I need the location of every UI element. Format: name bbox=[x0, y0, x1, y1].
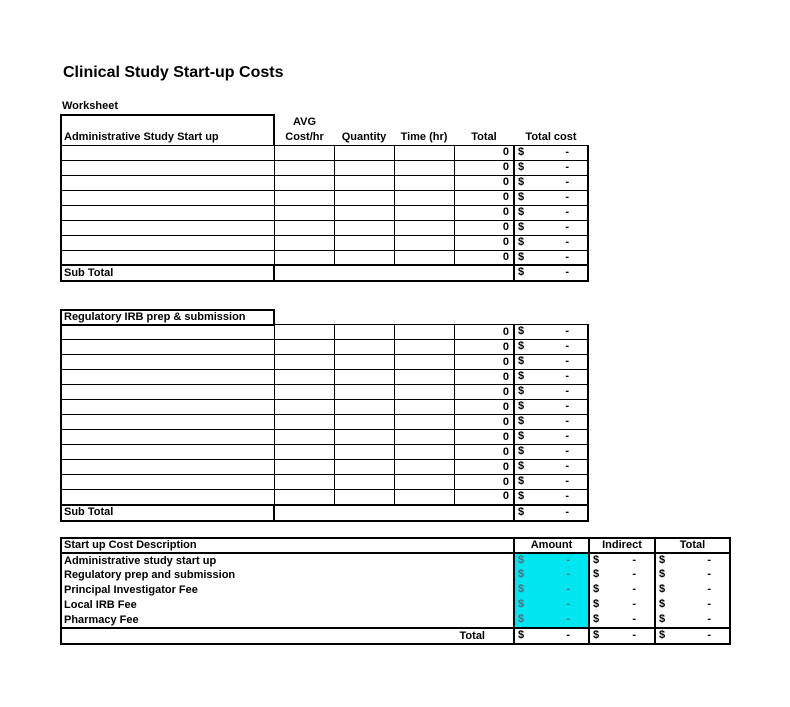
currency-symbol: $ bbox=[518, 205, 525, 218]
row-total-cell: 0 bbox=[454, 475, 514, 490]
amount-cell[interactable] bbox=[514, 460, 588, 475]
amount-cell[interactable] bbox=[589, 568, 655, 583]
input-cell[interactable] bbox=[274, 490, 334, 505]
input-cell[interactable] bbox=[394, 355, 454, 370]
currency-symbol: $ bbox=[518, 554, 525, 566]
currency-symbol: $ bbox=[518, 385, 525, 397]
input-cell[interactable] bbox=[61, 190, 274, 205]
dash-value: - bbox=[565, 415, 569, 427]
currency-symbol: $ bbox=[518, 598, 525, 610]
quantity-header: Quantity bbox=[341, 130, 387, 143]
input-cell[interactable] bbox=[334, 490, 394, 505]
amount-cell[interactable] bbox=[589, 553, 655, 568]
dash-value: - bbox=[565, 235, 569, 248]
admin-section-header: Administrative Study Start up bbox=[61, 130, 274, 145]
input-cell[interactable] bbox=[274, 220, 334, 235]
amount-cell[interactable] bbox=[514, 370, 588, 385]
table-row bbox=[61, 325, 588, 340]
amount-cell[interactable] bbox=[514, 415, 588, 430]
total-cost-header: Total cost bbox=[525, 130, 577, 143]
amount-cell[interactable] bbox=[514, 250, 588, 265]
table-row bbox=[61, 445, 588, 460]
summary-row-label: Principal Investigator Fee bbox=[61, 583, 514, 598]
amount-cell[interactable] bbox=[655, 583, 730, 598]
dash-value: - bbox=[707, 554, 711, 566]
table-row bbox=[61, 205, 588, 220]
dash-value: - bbox=[632, 568, 636, 580]
input-cell[interactable] bbox=[394, 340, 454, 355]
table-row bbox=[61, 250, 588, 265]
amount-cell[interactable] bbox=[514, 175, 588, 190]
dash-value: - bbox=[632, 554, 636, 566]
input-cell[interactable] bbox=[274, 445, 334, 460]
dash-value: - bbox=[566, 568, 570, 580]
row-total-cell: 0 bbox=[454, 490, 514, 505]
input-cell[interactable] bbox=[274, 475, 334, 490]
table-row bbox=[61, 415, 588, 430]
amount-cell[interactable] bbox=[655, 553, 730, 568]
amount-cell[interactable] bbox=[514, 400, 588, 415]
input-cell[interactable] bbox=[394, 160, 454, 175]
input-cell[interactable] bbox=[334, 220, 394, 235]
dash-value: - bbox=[565, 475, 569, 487]
input-cell[interactable] bbox=[394, 145, 454, 160]
table-row bbox=[61, 490, 588, 505]
input-cell[interactable] bbox=[394, 445, 454, 460]
amount-cell[interactable] bbox=[514, 145, 588, 160]
input-cell[interactable] bbox=[274, 160, 334, 175]
dash-value: - bbox=[565, 505, 569, 518]
amount-cell[interactable] bbox=[514, 190, 588, 205]
amount-cell[interactable] bbox=[514, 598, 589, 613]
dash-value: - bbox=[565, 340, 569, 352]
time-header: Time (hr) bbox=[400, 130, 448, 143]
input-cell[interactable] bbox=[61, 160, 274, 175]
input-cell[interactable] bbox=[334, 475, 394, 490]
currency-symbol: $ bbox=[518, 430, 525, 442]
amount-cell[interactable] bbox=[514, 568, 589, 583]
input-cell[interactable] bbox=[394, 475, 454, 490]
amount-cell[interactable] bbox=[514, 583, 589, 598]
dash-value: - bbox=[565, 190, 569, 203]
amount-cell[interactable] bbox=[514, 235, 588, 250]
dash-value: - bbox=[707, 568, 711, 580]
amount-cell[interactable] bbox=[514, 340, 588, 355]
input-cell[interactable] bbox=[274, 340, 334, 355]
dash-value: - bbox=[632, 598, 636, 610]
row-total-cell: 0 bbox=[454, 430, 514, 445]
dash-value: - bbox=[566, 629, 570, 641]
table-row bbox=[61, 175, 588, 190]
amount-cell[interactable] bbox=[589, 583, 655, 598]
input-cell[interactable] bbox=[334, 235, 394, 250]
input-cell[interactable] bbox=[394, 400, 454, 415]
table-row bbox=[61, 145, 588, 160]
input-cell[interactable] bbox=[61, 235, 274, 250]
input-cell[interactable] bbox=[394, 205, 454, 220]
subtotal-label: Sub Total bbox=[61, 265, 274, 281]
currency-symbol: $ bbox=[659, 629, 666, 641]
input-cell[interactable] bbox=[61, 385, 274, 400]
dash-value: - bbox=[566, 598, 570, 610]
dash-value: - bbox=[632, 629, 636, 641]
row-total-cell: 0 bbox=[454, 235, 514, 250]
input-cell[interactable] bbox=[61, 205, 274, 220]
amount-cell[interactable] bbox=[514, 505, 588, 521]
regulatory-section-header: Regulatory IRB prep & submission bbox=[61, 310, 274, 325]
currency-symbol: $ bbox=[593, 598, 600, 610]
currency-symbol: $ bbox=[518, 400, 525, 412]
table-row bbox=[61, 400, 588, 415]
dash-value: - bbox=[565, 160, 569, 173]
input-cell[interactable] bbox=[334, 250, 394, 265]
avg-header-line2: Cost/hr bbox=[285, 130, 324, 143]
input-cell[interactable] bbox=[334, 340, 394, 355]
input-cell[interactable] bbox=[274, 325, 334, 340]
input-cell[interactable] bbox=[394, 490, 454, 505]
amount-cell[interactable] bbox=[514, 613, 589, 628]
input-cell[interactable] bbox=[334, 460, 394, 475]
currency-symbol: $ bbox=[518, 355, 525, 367]
input-cell[interactable] bbox=[274, 205, 334, 220]
currency-symbol: $ bbox=[659, 613, 666, 625]
summary-row-label: Regulatory prep and submission bbox=[61, 568, 514, 583]
input-cell[interactable] bbox=[334, 370, 394, 385]
input-cell[interactable] bbox=[274, 355, 334, 370]
input-cell[interactable] bbox=[61, 430, 274, 445]
row-total-cell: 0 bbox=[454, 205, 514, 220]
input-cell[interactable] bbox=[274, 250, 334, 265]
summary-total-label: Total bbox=[61, 628, 514, 644]
summary-desc-header: Start up Cost Description bbox=[61, 538, 514, 553]
table-row bbox=[61, 430, 588, 445]
input-cell[interactable] bbox=[61, 145, 274, 160]
input-cell[interactable] bbox=[61, 445, 274, 460]
input-cell[interactable] bbox=[394, 220, 454, 235]
input-cell[interactable] bbox=[61, 175, 274, 190]
input-cell[interactable] bbox=[334, 415, 394, 430]
dash-value: - bbox=[565, 370, 569, 382]
amount-cell[interactable] bbox=[514, 220, 588, 235]
dash-value: - bbox=[565, 220, 569, 233]
currency-symbol: $ bbox=[518, 325, 525, 337]
currency-symbol: $ bbox=[518, 266, 525, 278]
currency-symbol: $ bbox=[518, 235, 525, 248]
currency-symbol: $ bbox=[593, 629, 600, 641]
currency-symbol: $ bbox=[659, 554, 666, 566]
summary-row-label: Local IRB Fee bbox=[61, 598, 514, 613]
input-cell[interactable] bbox=[274, 190, 334, 205]
table-row bbox=[61, 190, 588, 205]
summary-table bbox=[60, 537, 731, 645]
input-cell[interactable] bbox=[61, 250, 274, 265]
table-row bbox=[61, 460, 588, 475]
page-title: Clinical Study Start-up Costs bbox=[63, 64, 284, 81]
summary-row bbox=[61, 568, 730, 583]
summary-total-header: Total bbox=[655, 538, 730, 553]
row-total-cell: 0 bbox=[454, 385, 514, 400]
dash-value: - bbox=[707, 583, 711, 595]
total-header: Total bbox=[471, 130, 497, 143]
row-total-cell: 0 bbox=[454, 340, 514, 355]
currency-symbol: $ bbox=[518, 190, 525, 203]
input-cell[interactable] bbox=[61, 370, 274, 385]
dash-value: - bbox=[565, 490, 569, 502]
summary-amount-header: Amount bbox=[514, 538, 589, 553]
input-cell[interactable] bbox=[334, 205, 394, 220]
input-cell[interactable] bbox=[274, 430, 334, 445]
table-row bbox=[61, 235, 588, 250]
currency-symbol: $ bbox=[518, 445, 525, 457]
dash-value: - bbox=[566, 583, 570, 595]
amount-cell[interactable] bbox=[514, 385, 588, 400]
dash-value: - bbox=[565, 205, 569, 218]
input-cell[interactable] bbox=[334, 445, 394, 460]
currency-symbol: $ bbox=[518, 583, 525, 595]
table-row bbox=[61, 370, 588, 385]
input-cell[interactable] bbox=[61, 340, 274, 355]
amount-cell[interactable] bbox=[655, 568, 730, 583]
amount-cell[interactable] bbox=[514, 430, 588, 445]
dash-value: - bbox=[565, 430, 569, 442]
input-cell[interactable] bbox=[334, 160, 394, 175]
currency-symbol: $ bbox=[593, 613, 600, 625]
input-cell[interactable] bbox=[61, 490, 274, 505]
amount-cell[interactable] bbox=[514, 355, 588, 370]
summary-indirect-header: Indirect bbox=[589, 538, 655, 553]
amount-cell[interactable] bbox=[589, 613, 655, 628]
input-cell[interactable] bbox=[334, 385, 394, 400]
table-row bbox=[61, 475, 588, 490]
input-cell[interactable] bbox=[334, 325, 394, 340]
amount-cell[interactable] bbox=[514, 265, 588, 281]
input-cell[interactable] bbox=[394, 385, 454, 400]
row-total-cell: 0 bbox=[454, 190, 514, 205]
input-cell[interactable] bbox=[334, 355, 394, 370]
input-cell[interactable] bbox=[61, 475, 274, 490]
input-cell[interactable] bbox=[274, 385, 334, 400]
subtotal-row bbox=[61, 265, 588, 281]
row-total-cell: 0 bbox=[454, 355, 514, 370]
input-cell[interactable] bbox=[274, 415, 334, 430]
currency-symbol: $ bbox=[518, 629, 525, 641]
amount-cell[interactable] bbox=[514, 205, 588, 220]
currency-symbol: $ bbox=[518, 370, 525, 382]
input-cell[interactable] bbox=[61, 400, 274, 415]
input-cell[interactable] bbox=[394, 235, 454, 250]
row-total-cell: 0 bbox=[454, 145, 514, 160]
input-cell[interactable] bbox=[394, 325, 454, 340]
currency-symbol: $ bbox=[518, 145, 525, 158]
currency-symbol: $ bbox=[518, 175, 525, 188]
input-cell[interactable] bbox=[274, 460, 334, 475]
dash-value: - bbox=[707, 629, 711, 641]
amount-cell[interactable] bbox=[589, 628, 655, 644]
subtotal-label: Sub Total bbox=[61, 505, 274, 521]
summary-row bbox=[61, 598, 730, 613]
summary-row bbox=[61, 613, 730, 628]
input-cell[interactable] bbox=[334, 190, 394, 205]
row-total-cell: 0 bbox=[454, 220, 514, 235]
input-cell[interactable] bbox=[61, 355, 274, 370]
table-row bbox=[61, 385, 588, 400]
amount-cell[interactable] bbox=[514, 553, 589, 568]
dash-value: - bbox=[565, 460, 569, 472]
currency-symbol: $ bbox=[518, 568, 525, 580]
dash-value: - bbox=[565, 385, 569, 397]
input-cell[interactable] bbox=[61, 325, 274, 340]
subtotal-spacer bbox=[274, 505, 514, 521]
dash-value: - bbox=[565, 400, 569, 412]
table-row bbox=[61, 355, 588, 370]
input-cell[interactable] bbox=[394, 460, 454, 475]
amount-cell[interactable] bbox=[514, 445, 588, 460]
currency-symbol: $ bbox=[518, 460, 525, 472]
dash-value: - bbox=[565, 145, 569, 158]
input-cell[interactable] bbox=[394, 175, 454, 190]
currency-symbol: $ bbox=[593, 583, 600, 595]
currency-symbol: $ bbox=[659, 583, 666, 595]
currency-symbol: $ bbox=[518, 220, 525, 233]
subtotal-row bbox=[61, 505, 588, 521]
table-row bbox=[61, 340, 588, 355]
currency-symbol: $ bbox=[518, 340, 525, 352]
currency-symbol: $ bbox=[593, 568, 600, 580]
input-cell[interactable] bbox=[334, 400, 394, 415]
currency-symbol: $ bbox=[659, 568, 666, 580]
amount-cell[interactable] bbox=[655, 598, 730, 613]
dash-value: - bbox=[565, 445, 569, 457]
avg-header-line1: AVG bbox=[292, 116, 317, 128]
amount-cell[interactable] bbox=[514, 160, 588, 175]
dash-value: - bbox=[566, 613, 570, 625]
admin-startup-table bbox=[60, 114, 589, 282]
currency-symbol: $ bbox=[518, 250, 525, 263]
input-cell[interactable] bbox=[394, 415, 454, 430]
input-cell[interactable] bbox=[394, 370, 454, 385]
input-cell[interactable] bbox=[334, 175, 394, 190]
summary-row bbox=[61, 583, 730, 598]
amount-cell[interactable] bbox=[655, 628, 730, 644]
currency-symbol: $ bbox=[518, 160, 525, 173]
dash-value: - bbox=[565, 250, 569, 263]
table-row bbox=[61, 160, 588, 175]
summary-row-label: Administrative study start up bbox=[61, 553, 514, 568]
input-cell[interactable] bbox=[334, 430, 394, 445]
currency-symbol: $ bbox=[659, 598, 666, 610]
dash-value: - bbox=[565, 355, 569, 367]
input-cell[interactable] bbox=[274, 400, 334, 415]
currency-symbol: $ bbox=[518, 415, 525, 427]
worksheet-label: Worksheet bbox=[62, 100, 119, 112]
amount-cell[interactable] bbox=[589, 598, 655, 613]
currency-symbol: $ bbox=[593, 554, 600, 566]
currency-symbol: $ bbox=[518, 505, 525, 518]
row-total-cell: 0 bbox=[454, 250, 514, 265]
input-cell[interactable] bbox=[274, 235, 334, 250]
summary-row bbox=[61, 553, 730, 568]
amount-cell[interactable] bbox=[514, 475, 588, 490]
input-cell[interactable] bbox=[61, 415, 274, 430]
input-cell[interactable] bbox=[61, 460, 274, 475]
regulatory-table bbox=[60, 324, 589, 522]
input-cell[interactable] bbox=[394, 430, 454, 445]
input-cell[interactable] bbox=[274, 175, 334, 190]
input-cell[interactable] bbox=[274, 145, 334, 160]
dash-value: - bbox=[707, 598, 711, 610]
row-total-cell: 0 bbox=[454, 400, 514, 415]
summary-row-label: Pharmacy Fee bbox=[61, 613, 514, 628]
table-row bbox=[61, 220, 588, 235]
row-total-cell: 0 bbox=[454, 415, 514, 430]
row-total-cell: 0 bbox=[454, 175, 514, 190]
dash-value: - bbox=[707, 613, 711, 625]
row-total-cell: 0 bbox=[454, 445, 514, 460]
row-total-cell: 0 bbox=[454, 370, 514, 385]
input-cell[interactable] bbox=[394, 250, 454, 265]
amount-cell[interactable] bbox=[514, 325, 588, 340]
amount-cell[interactable] bbox=[514, 628, 589, 644]
dash-value: - bbox=[565, 325, 569, 337]
input-cell[interactable] bbox=[394, 190, 454, 205]
amount-cell[interactable] bbox=[655, 613, 730, 628]
input-cell[interactable] bbox=[274, 370, 334, 385]
currency-symbol: $ bbox=[518, 475, 525, 487]
input-cell[interactable] bbox=[334, 145, 394, 160]
row-total-cell: 0 bbox=[454, 160, 514, 175]
currency-symbol: $ bbox=[518, 490, 525, 502]
row-total-cell: 0 bbox=[454, 460, 514, 475]
row-total-cell: 0 bbox=[454, 325, 514, 340]
input-cell[interactable] bbox=[61, 220, 274, 235]
amount-cell[interactable] bbox=[514, 490, 588, 505]
currency-symbol: $ bbox=[518, 613, 525, 625]
dash-value: - bbox=[632, 583, 636, 595]
dash-value: - bbox=[566, 554, 570, 566]
dash-value: - bbox=[565, 175, 569, 188]
summary-total-row bbox=[61, 628, 730, 644]
dash-value: - bbox=[565, 266, 569, 278]
dash-value: - bbox=[632, 613, 636, 625]
subtotal-spacer bbox=[274, 265, 514, 281]
